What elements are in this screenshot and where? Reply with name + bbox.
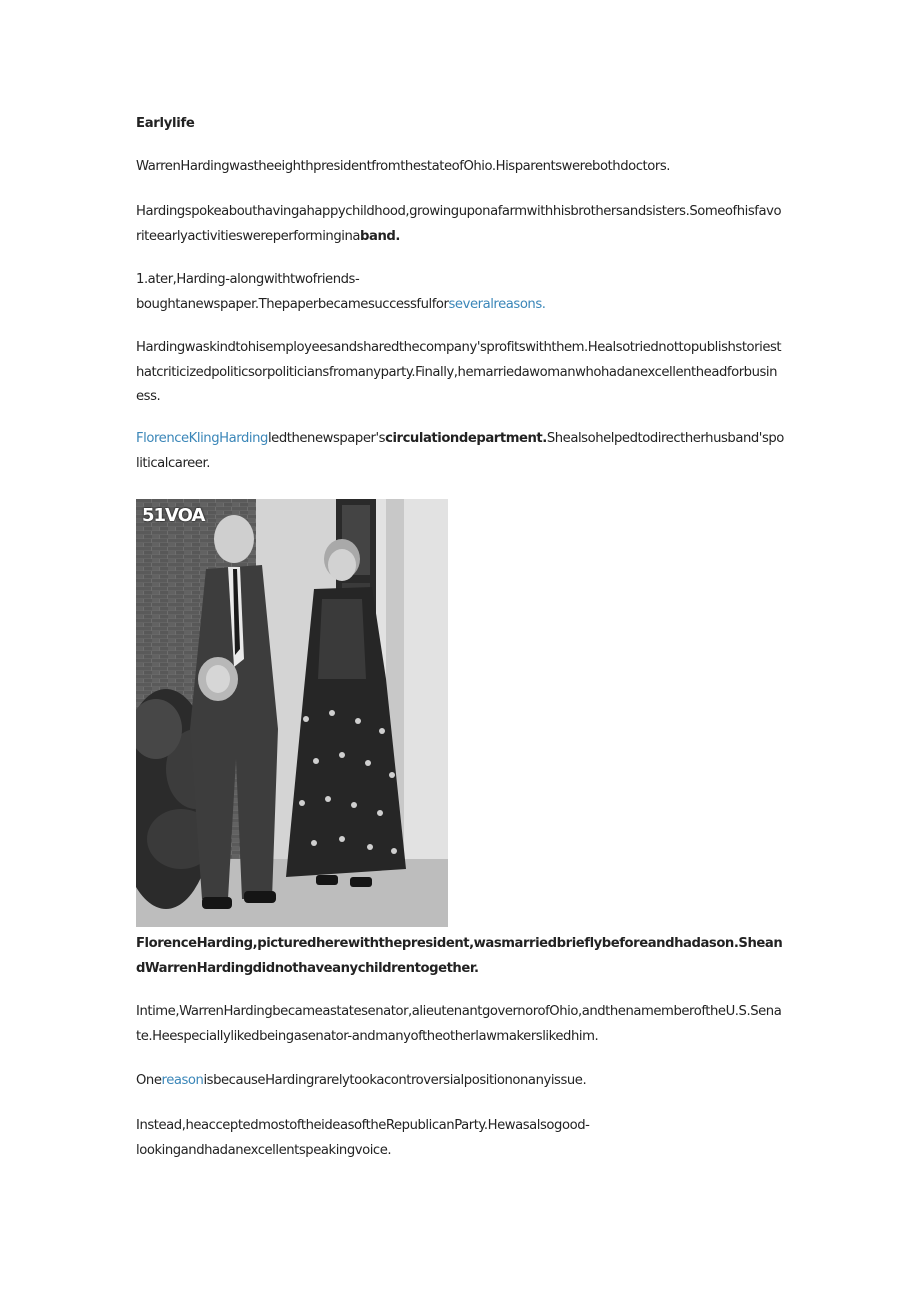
photo-caption: FlorenceHarding,picturedherewiththepresident,wasmarriedbrieflybeforeandhadason.SheandWarrenHardingdidnothaveanychildrentogether. bbox=[136, 936, 783, 976]
paragraph-3-line2: boughtanewspaper.Thepaperbecamesuccessfulfor bbox=[136, 296, 449, 312]
several-reasons-link[interactable]: severalreasons. bbox=[448, 296, 546, 312]
reason-link[interactable]: reason bbox=[161, 1073, 204, 1088]
circulation-department-bold: circulationdepartment. bbox=[385, 431, 547, 446]
harding-couple-photo bbox=[136, 499, 448, 927]
paragraph-3 bbox=[136, 268, 784, 317]
paragraph-5 bbox=[136, 427, 784, 476]
paragraph-2 bbox=[136, 200, 784, 249]
paragraph-1: WarrenHardingwastheeighthpresidentfromthestateofOhio.Hisparentswerebothdoctors. bbox=[136, 159, 671, 174]
paragraph-8 bbox=[136, 1114, 784, 1163]
paragraph-8-line2: lookingandhadanexcellentspeakingvoice. bbox=[136, 1142, 392, 1158]
paragraph-4: Hardingwaskindtohisemployeesandsharedthecompany'sprofitswiththem.Healsotriednottopublishstoriesthatcriticizedpoliticsorpoliticiansfromanyparty.Finally,hemarriedawomanwhohadanexcellentheadforbusiness. bbox=[136, 340, 782, 404]
paragraph-2-bold: band. bbox=[360, 228, 400, 244]
paragraph-7-post: isbecauseHardingrarelytookacontroversialpositiononanyissue. bbox=[203, 1073, 587, 1088]
paragraph-6: Intime,WarrenHardingbecameastatesenator,alieutenantgovernorofOhio,andthenamemberoftheU.S.Senate.Heespeciallylikedbeingasenator-andmanyoftheotherlawmakerslikedhim. bbox=[136, 1004, 782, 1044]
watermark-logo: 51VOA bbox=[142, 505, 205, 526]
section-heading: Earlylife bbox=[136, 116, 195, 131]
paragraph-5-text2: Shealsohelpedtodirectherhusband'spoliticalcareer. bbox=[136, 431, 784, 471]
paragraph-7-pre: One bbox=[136, 1073, 162, 1088]
paragraph-7 bbox=[136, 1069, 784, 1094]
paragraph-5-text1: ledthenewspaper's bbox=[267, 431, 386, 446]
paragraph-2-text: Hardingspokeabouthavingahappychildhood,growinguponafarmwithhisbrothersandsisters.Someofhisfavoriteearlyactivitieswereperforminginа bbox=[136, 204, 782, 244]
florence-kling-harding-link[interactable]: FlorenceKlingHarding bbox=[136, 431, 268, 446]
paragraph-3-line1: 1.ater,Harding-alongwithtwofriends- bbox=[136, 272, 360, 287]
paragraph-8-line1: Instead,heacceptedmostoftheideasoftheRepublicanParty.Hewasalsogood- bbox=[136, 1118, 590, 1133]
photo-illustration bbox=[136, 499, 448, 927]
